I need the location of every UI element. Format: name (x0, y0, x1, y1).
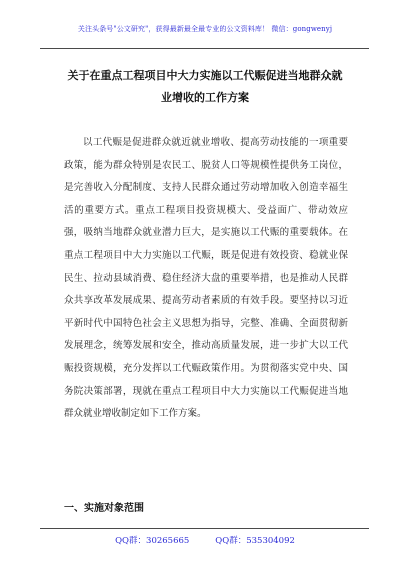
footer-qq-group-2: QQ群：535304092 (215, 536, 295, 546)
body-paragraph: 以工代赈是促进群众就近就业增收、提高劳动技能的一项重要政策，能为群众特别是农民工、脱贫人口等规模性提供务工岗位，是完善收入分配制度、支持人民群众通过劳动增加收入创造幸福生活的重要方式。重点工程项目投资规模大、受益面广、带动效应强，吸纳当地群众就业潜力巨大，是实施以工代赈的重要载体。在重点工程项目中大力实施以工代赈，既是促进有效投资、稳就业保民生、拉动县域消费、稳住经济大盘的重要举措，也是推动人民群众共享改革发展成果、提高劳动者素质的有效手段。要坚持以习近平新时代中国特色社会主义思想为指导，完整、准确、全面贯彻新发展理念，统筹发展和安全，推动高质量发展，进一步扩大以工代赈投资规模，充分发挥以工代赈政策作用。为贯彻落实党中央、国务院决策部署，现就在重点工程项目中大力实施以工代赈促进当地群众就业增收制定如下工作方案。 (64, 137, 348, 420)
header-divider (40, 48, 369, 49)
document-title: 关于在重点工程项目中大力实施以工代赈促进当地群众就业增收的工作方案 (67, 69, 343, 104)
section-heading: 一、实施对象范围 (64, 503, 144, 514)
header-banner: 关注头条号"公文研究"，获得最新最全最专业的公文资料库！ 微信：gongwenyj (77, 25, 333, 33)
footer-contact (40, 534, 370, 546)
footer-divider (40, 528, 369, 529)
footer-qq-group-1: QQ群：30265665 (115, 536, 190, 546)
